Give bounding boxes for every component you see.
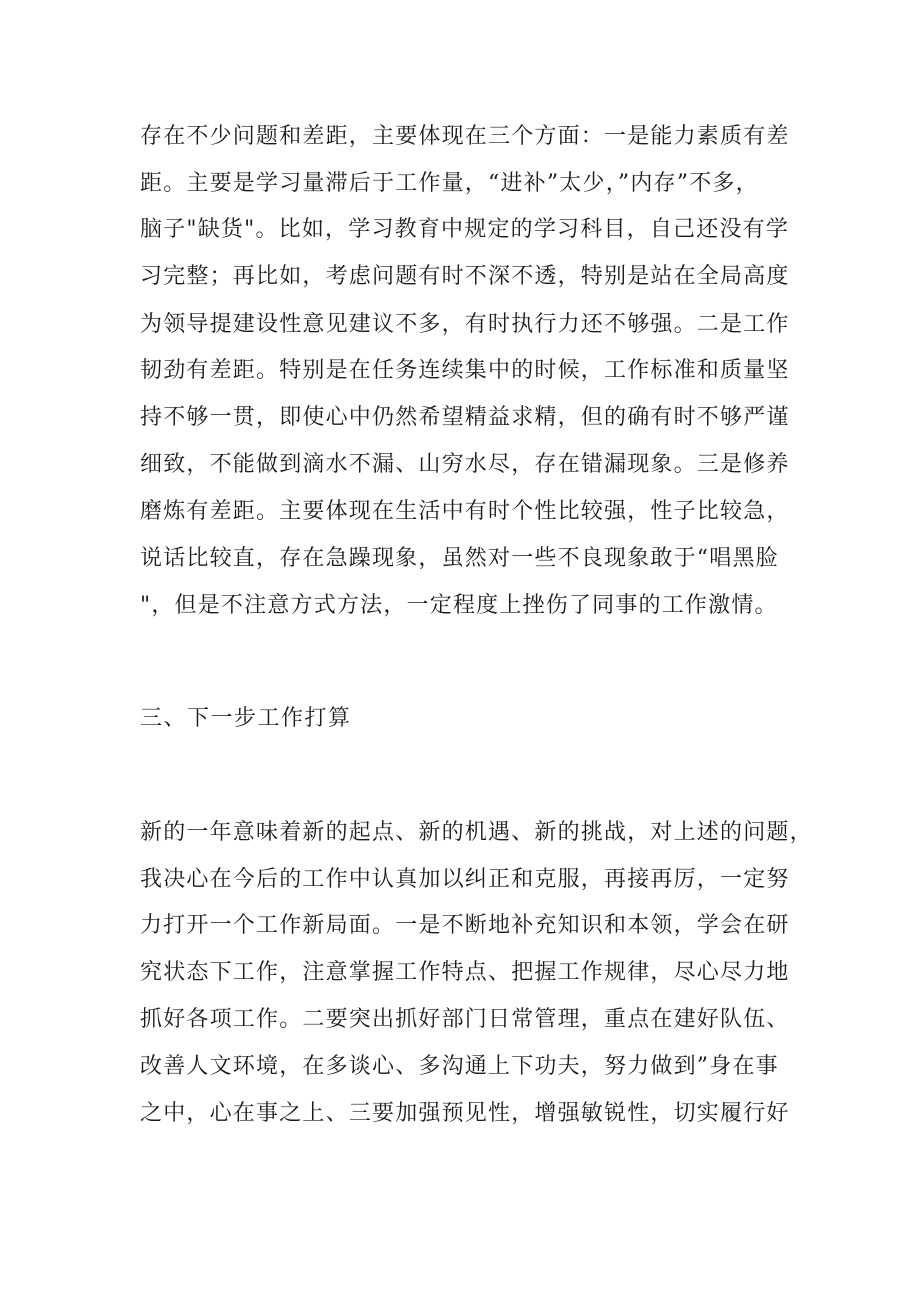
paragraph2-line: 新的一年意味着新的起点、新的机遇、新的挑战，对上述的问题，: [140, 820, 813, 845]
paragraph1-line: 细致，不能做到滴水不漏、山穷水尽，存在错漏现象。三是修养: [140, 452, 790, 477]
paragraph1-line: 韧劲有差距。特别是在任务连续集中的时候，工作标准和质量坚: [140, 358, 790, 383]
paragraph1-line: 习完整；再比如，考虑问题有时不深不透，特别是站在全局高度: [140, 264, 790, 289]
paragraph1-line: 为领导提建设性意见建议不多，有时执行力还不够强。二是工作: [140, 312, 790, 337]
paragraph2-line: 抓好各项工作。二要突出抓好部门日常管理，重点在建好队伍、: [140, 1007, 790, 1032]
paragraph2-line: 之中，心在事之上、三要加强预见性，增强敏锐性，切实履行好: [140, 1101, 790, 1126]
paragraph2-line: 力打开一个工作新局面。一是不断地补充知识和本领，学会在研: [140, 913, 790, 938]
paragraph1-line: 脑子"缺货"。比如，学习教育中规定的学习科目，自己还没有学: [140, 217, 790, 242]
paragraph1-line: 存在不少问题和差距，主要体现在三个方面：一是能力素质有差: [140, 124, 790, 149]
paragraph1-line: 说话比较直，存在急躁现象，虽然对一些不良现象敢于“唱黑脸: [140, 546, 779, 571]
paragraph1-line: "，但是不注意方式方法，一定程度上挫伤了同事的工作激情。: [140, 593, 778, 618]
paragraph1-line: 距。主要是学习量滞后于工作量，“进补”太少，”内存”不多，: [140, 171, 759, 196]
paragraph2-line: 改善人文环境，在多谈心、多沟通上下功夫，努力做到”身在事: [140, 1054, 779, 1079]
paragraph2-line: 究状态下工作，注意掌握工作特点、把握工作规律，尽心尽力地: [140, 960, 790, 985]
paragraph1-line: 磨炼有差距。主要体现在生活中有时个性比较强，性子比较急，: [140, 499, 790, 524]
section-heading: 三、下一步工作打算: [140, 706, 352, 731]
paragraph2-line: 我决心在今后的工作中认真加以纠正和克服，再接再厉，一定努: [140, 867, 790, 892]
paragraph1-line: 持不够一贯，即使心中仍然希望精益求精，但的确有时不够严谨: [140, 405, 790, 430]
